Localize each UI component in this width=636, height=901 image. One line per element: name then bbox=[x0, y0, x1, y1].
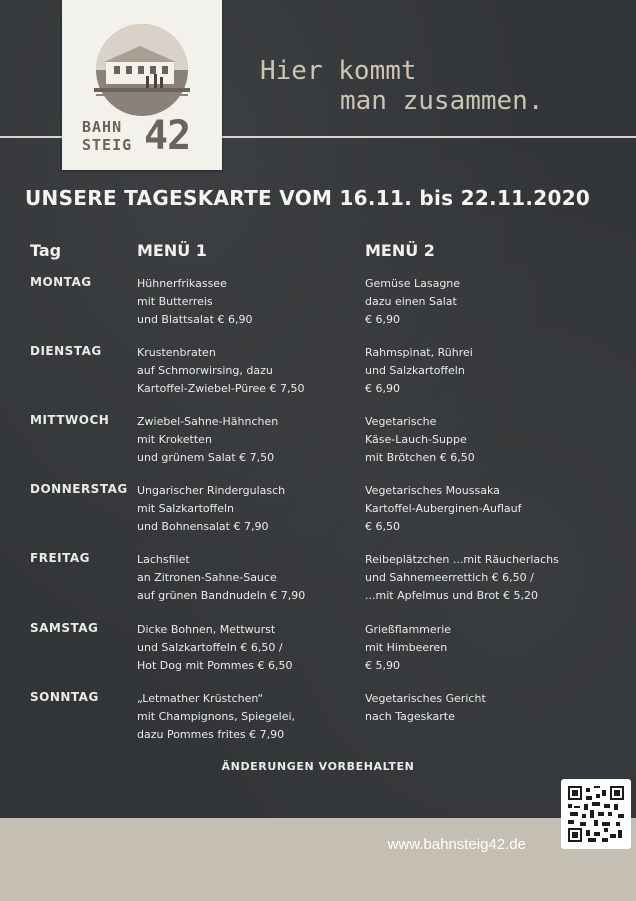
day-label: MONTAG bbox=[30, 275, 92, 289]
menu1-cell bbox=[137, 621, 292, 675]
qr-code-icon bbox=[568, 786, 624, 842]
qr-code[interactable] bbox=[561, 779, 631, 849]
menu1-line: Dicke Bohnen, Mettwurst bbox=[137, 623, 276, 636]
menu1-line: Hot Dog mit Pommes € 6,50 bbox=[137, 659, 293, 672]
column-header-menu1: MENÜ 1 bbox=[137, 241, 207, 260]
menu2-line: mit Brötchen € 6,50 bbox=[365, 451, 475, 464]
menu1-cell bbox=[137, 413, 278, 467]
menu1-line: und Salzkartoffeln € 6,50 / bbox=[137, 641, 283, 654]
menu2-cell bbox=[365, 344, 473, 398]
menu1-cell bbox=[137, 482, 285, 536]
day-label: SAMSTAG bbox=[30, 621, 99, 635]
menu1-line: mit Champignons, Spiegelei, bbox=[137, 710, 296, 723]
menu2-cell bbox=[365, 482, 522, 536]
menu2-cell bbox=[365, 275, 460, 329]
day-label: SONNTAG bbox=[30, 690, 99, 704]
logo-line-1: BAHN bbox=[82, 118, 123, 136]
menu2-line: ...mit Apfelmus und Brot € 5,20 bbox=[365, 589, 538, 602]
day-label: MITTWOCH bbox=[30, 413, 110, 427]
menu2-line: und Sahnemeerrettich € 6,50 / bbox=[365, 571, 534, 584]
day-label: DIENSTAG bbox=[30, 344, 102, 358]
website-link[interactable]: www.bahnsteig42.de bbox=[387, 836, 526, 853]
slogan-line-1: Hier kommt bbox=[260, 56, 417, 86]
menu1-line: Hühnerfrikassee bbox=[137, 277, 227, 290]
menu2-cell bbox=[365, 621, 451, 675]
menu1-cell bbox=[137, 275, 252, 329]
menu2-line: Käse-Lauch-Suppe bbox=[365, 433, 467, 446]
menu1-cell bbox=[137, 551, 305, 605]
menu1-line: mit Salzkartoffeln bbox=[137, 502, 234, 515]
menu2-line: € 6,90 bbox=[365, 313, 400, 326]
footer-bar bbox=[0, 818, 636, 901]
logo-wordmark bbox=[80, 114, 210, 162]
menu1-line: auf Schmorwirsing, dazu bbox=[137, 364, 273, 377]
menu1-line: und Bohnensalat € 7,90 bbox=[137, 520, 269, 533]
menu1-line: an Zitronen-Sahne-Sauce bbox=[137, 571, 277, 584]
menu2-line: Grießflammerie bbox=[365, 623, 452, 636]
menu2-line: Gemüse Lasagne bbox=[365, 277, 461, 290]
menu2-line: Vegetarisches Moussaka bbox=[365, 484, 500, 497]
menu2-line: Vegetarisches Gericht bbox=[365, 692, 486, 705]
menu1-cell bbox=[137, 690, 295, 744]
slogan-line-2: man zusammen. bbox=[340, 86, 544, 116]
menu2-cell bbox=[365, 690, 486, 726]
slogan bbox=[260, 56, 544, 116]
menu1-line: Krustenbraten bbox=[137, 346, 216, 359]
menu1-line: Kartoffel-Zwiebel-Püree € 7,50 bbox=[137, 382, 305, 395]
logo[interactable] bbox=[62, 0, 222, 170]
menu2-line: Rahmspinat, Rührei bbox=[365, 346, 473, 359]
changes-note: ÄNDERUNGEN VORBEHALTEN bbox=[221, 760, 415, 773]
menu1-line: mit Butterreis bbox=[137, 295, 213, 308]
station-building-logo-icon bbox=[84, 22, 200, 118]
menu1-line: dazu Pommes frites € 7,90 bbox=[137, 728, 285, 741]
logo-line-2: STEIG bbox=[82, 136, 133, 154]
logo-number: 42 bbox=[144, 113, 191, 159]
day-label: FREITAG bbox=[30, 551, 90, 565]
menu2-line: und Salzkartoffeln bbox=[365, 364, 465, 377]
menu2-line: dazu einen Salat bbox=[365, 295, 457, 308]
menu1-line: auf grünen Bandnudeln € 7,90 bbox=[137, 589, 306, 602]
column-header-menu2: MENÜ 2 bbox=[365, 241, 435, 260]
menu2-line: Reibeplätzchen ...mit Räucherlachs bbox=[365, 553, 559, 566]
menu2-line: € 5,90 bbox=[365, 659, 400, 672]
menu2-line: nach Tageskarte bbox=[365, 710, 455, 723]
menu2-cell bbox=[365, 551, 559, 605]
menu2-line: Kartoffel-Auberginen-Auflauf bbox=[365, 502, 522, 515]
menu2-line: € 6,90 bbox=[365, 382, 400, 395]
menu2-line: Vegetarische bbox=[365, 415, 437, 428]
menu1-line: Zwiebel-Sahne-Hähnchen bbox=[137, 415, 279, 428]
menu1-line: „Letmather Krüstchen“ bbox=[137, 692, 264, 705]
menu1-line: und Blattsalat € 6,90 bbox=[137, 313, 253, 326]
menu1-line: Ungarischer Rindergulasch bbox=[137, 484, 286, 497]
menu2-line: mit Himbeeren bbox=[365, 641, 448, 654]
day-label: DONNERSTAG bbox=[30, 482, 128, 496]
menu1-line: Lachsfilet bbox=[137, 553, 190, 566]
menu1-line: mit Kroketten bbox=[137, 433, 212, 446]
menu2-cell bbox=[365, 413, 475, 467]
menu1-cell bbox=[137, 344, 305, 398]
menu2-line: € 6,50 bbox=[365, 520, 400, 533]
column-header-day: Tag bbox=[30, 241, 62, 260]
page-title: UNSERE TAGESKARTE VOM 16.11. bis 22.11.2020 bbox=[25, 186, 591, 210]
menu1-line: und grünem Salat € 7,50 bbox=[137, 451, 275, 464]
